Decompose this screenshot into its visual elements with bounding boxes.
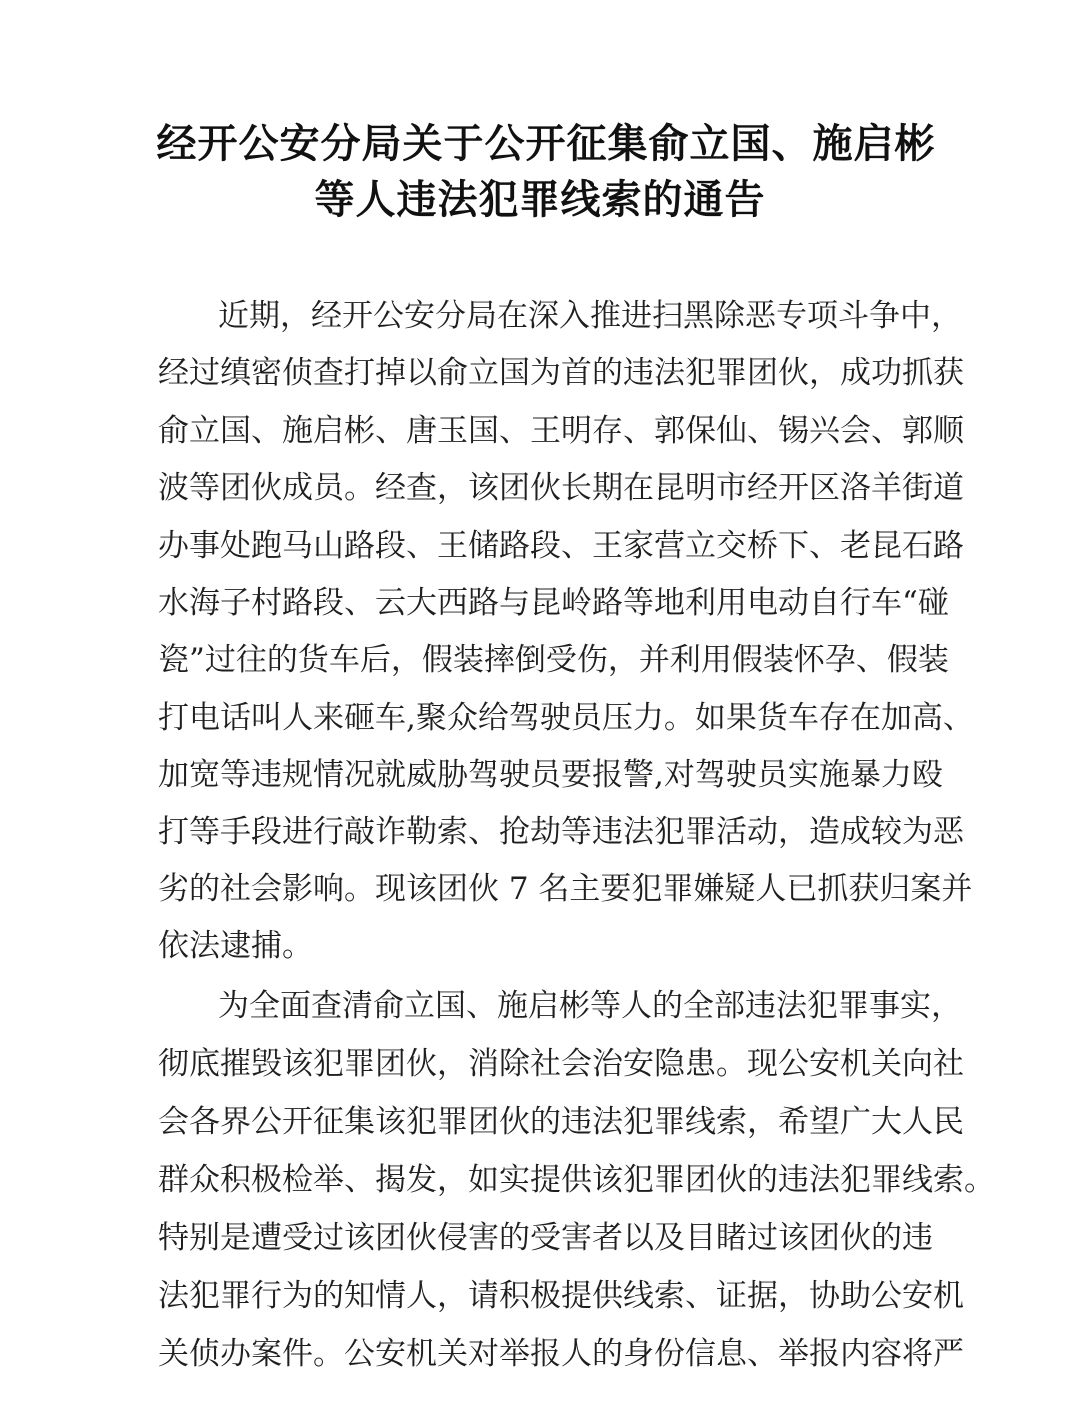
paragraph-1-line-7: 瓷”过往的货车后，假装摔倒受伤，并利用假装怀孕、假装: [158, 642, 949, 678]
paragraph-1-line-2: 经过缜密侦查打掉以俞立国为首的违法犯罪团伙，成功抓获: [158, 355, 964, 391]
notice-title-line-1: 经开公安分局关于公开征集俞立国、施启彬: [156, 121, 936, 167]
paragraph-1-line-10: 打等手段进行敲诈勒索、抢劫等违法犯罪活动，造成较为恶: [158, 814, 964, 850]
notice-title-line-2: 等人违法犯罪线索的通告: [314, 177, 766, 223]
paragraph-1-line-6: 水海子村路段、云大西路与昆岭路等地利用电动自行车“碰: [158, 585, 949, 621]
paragraph-1-line-8: 打电话叫人来砸车,聚众给驾驶员压力。如果货车存在加高、: [158, 700, 974, 736]
paragraph-2-line-7: 关侦办案件。公安机关对举报人的身份信息、举报内容将严: [158, 1336, 964, 1372]
paragraph-2-line-5: 特别是遭受过该团伙侵害的受害者以及目睹过该团伙的违: [158, 1220, 933, 1256]
paragraph-2-line-4: 群众积极检举、揭发，如实提供该犯罪团伙的违法犯罪线索。: [158, 1162, 995, 1198]
paragraph-1-line-3: 俞立国、施启彬、唐玉国、王明存、郭保仙、锡兴会、郭顺: [158, 413, 964, 449]
paragraph-1-line-12: 依法逮捕。: [158, 928, 313, 964]
paragraph-1-line-5: 办事处跑马山路段、王储路段、王家营立交桥下、老昆石路: [158, 528, 964, 564]
paragraph-2-line-1: 为全面查清俞立国、施启彬等人的全部违法犯罪事实，: [218, 988, 962, 1024]
paragraph-1-line-11: 劣的社会影响。现该团伙 7 名主要犯罪嫌疑人已抓获归案并: [158, 871, 973, 907]
paragraph-1-line-1: 近期，经开公安分局在深入推进扫黑除恶专项斗争中，: [218, 298, 962, 334]
paragraph-1-line-4: 波等团伙成员。经查，该团伙长期在昆明市经开区洛羊街道: [158, 470, 964, 506]
paragraph-2-line-2: 彻底摧毁该犯罪团伙，消除社会治安隐患。现公安机关向社: [158, 1046, 964, 1082]
paragraph-1-line-9: 加宽等违规情况就威胁驾驶员要报警,对驾驶员实施暴力殴: [158, 757, 943, 793]
paragraph-2-line-6: 法犯罪行为的知情人，请积极提供线索、证据，协助公安机: [158, 1278, 964, 1314]
paragraph-2-line-3: 会各界公开征集该犯罪团伙的违法犯罪线索，希望广大人民: [158, 1104, 964, 1140]
